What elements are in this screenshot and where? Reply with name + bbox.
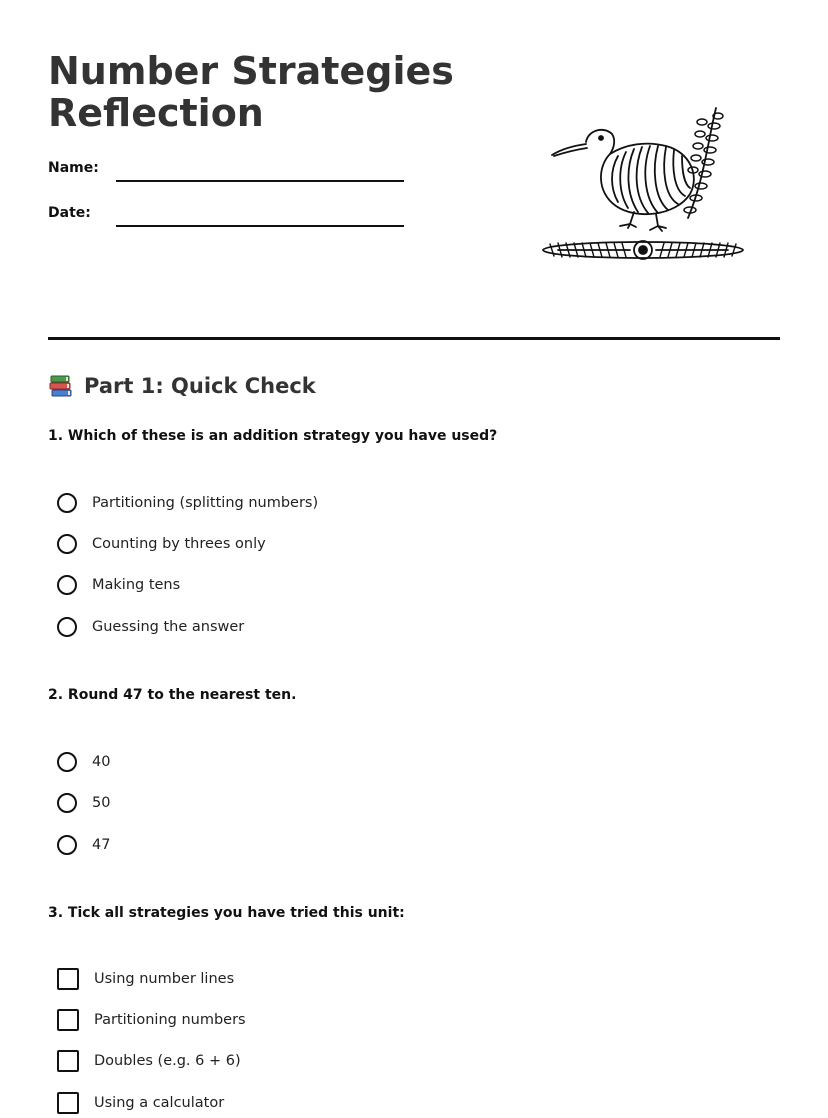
q3-option-3[interactable] <box>57 1048 241 1074</box>
checkbox[interactable] <box>57 1050 79 1072</box>
option-label: Doubles (e.g. 6 + 6) <box>94 1053 241 1069</box>
page-title: Number Strategies Reflection <box>48 49 454 135</box>
question-1: 1. Which of these is an addition strategy you have used? <box>48 428 498 444</box>
radio-button[interactable] <box>57 617 77 637</box>
checkbox[interactable] <box>57 968 79 990</box>
kiwi-bird-icon <box>538 100 748 272</box>
option-label: Using number lines <box>94 971 235 987</box>
part-1-heading <box>48 373 316 399</box>
q1-option-3[interactable] <box>57 572 180 598</box>
question-3: 3. Tick all strategies you have tried this unit: <box>48 905 405 921</box>
books-icon <box>48 373 74 399</box>
part-1-title: Part 1: Quick Check <box>84 374 316 398</box>
q3-option-1[interactable] <box>57 966 234 992</box>
radio-button[interactable] <box>57 534 77 554</box>
q3-option-2[interactable] <box>57 1007 246 1033</box>
option-label: Partitioning numbers <box>94 1012 246 1028</box>
radio-button[interactable] <box>57 493 77 513</box>
q2-option-1[interactable] <box>57 749 110 775</box>
option-label: 50 <box>92 795 111 811</box>
checkbox[interactable] <box>57 1009 79 1031</box>
date-label: Date: <box>48 205 91 221</box>
radio-button[interactable] <box>57 752 77 772</box>
option-label: Using a calculator <box>94 1095 225 1111</box>
q1-option-1[interactable] <box>57 490 318 516</box>
option-label: Guessing the answer <box>92 619 245 635</box>
q1-option-4[interactable] <box>57 614 244 640</box>
date-input-line[interactable] <box>116 225 404 227</box>
q2-option-2[interactable] <box>57 790 110 816</box>
option-label: Making tens <box>92 577 181 593</box>
section-divider <box>48 337 780 340</box>
checkbox[interactable] <box>57 1092 79 1114</box>
option-label: Counting by threes only <box>92 536 266 552</box>
q2-option-3[interactable] <box>57 832 110 858</box>
option-label: 40 <box>92 754 111 770</box>
question-2: 2. Round 47 to the nearest ten. <box>48 687 297 703</box>
name-label: Name: <box>48 160 99 176</box>
radio-button[interactable] <box>57 835 77 855</box>
name-input-line[interactable] <box>116 180 404 182</box>
radio-button[interactable] <box>57 793 77 813</box>
radio-button[interactable] <box>57 575 77 595</box>
q1-option-2[interactable] <box>57 531 266 557</box>
option-label: 47 <box>92 837 111 853</box>
option-label: Partitioning (splitting numbers) <box>92 495 319 511</box>
q3-option-4[interactable] <box>57 1090 224 1116</box>
